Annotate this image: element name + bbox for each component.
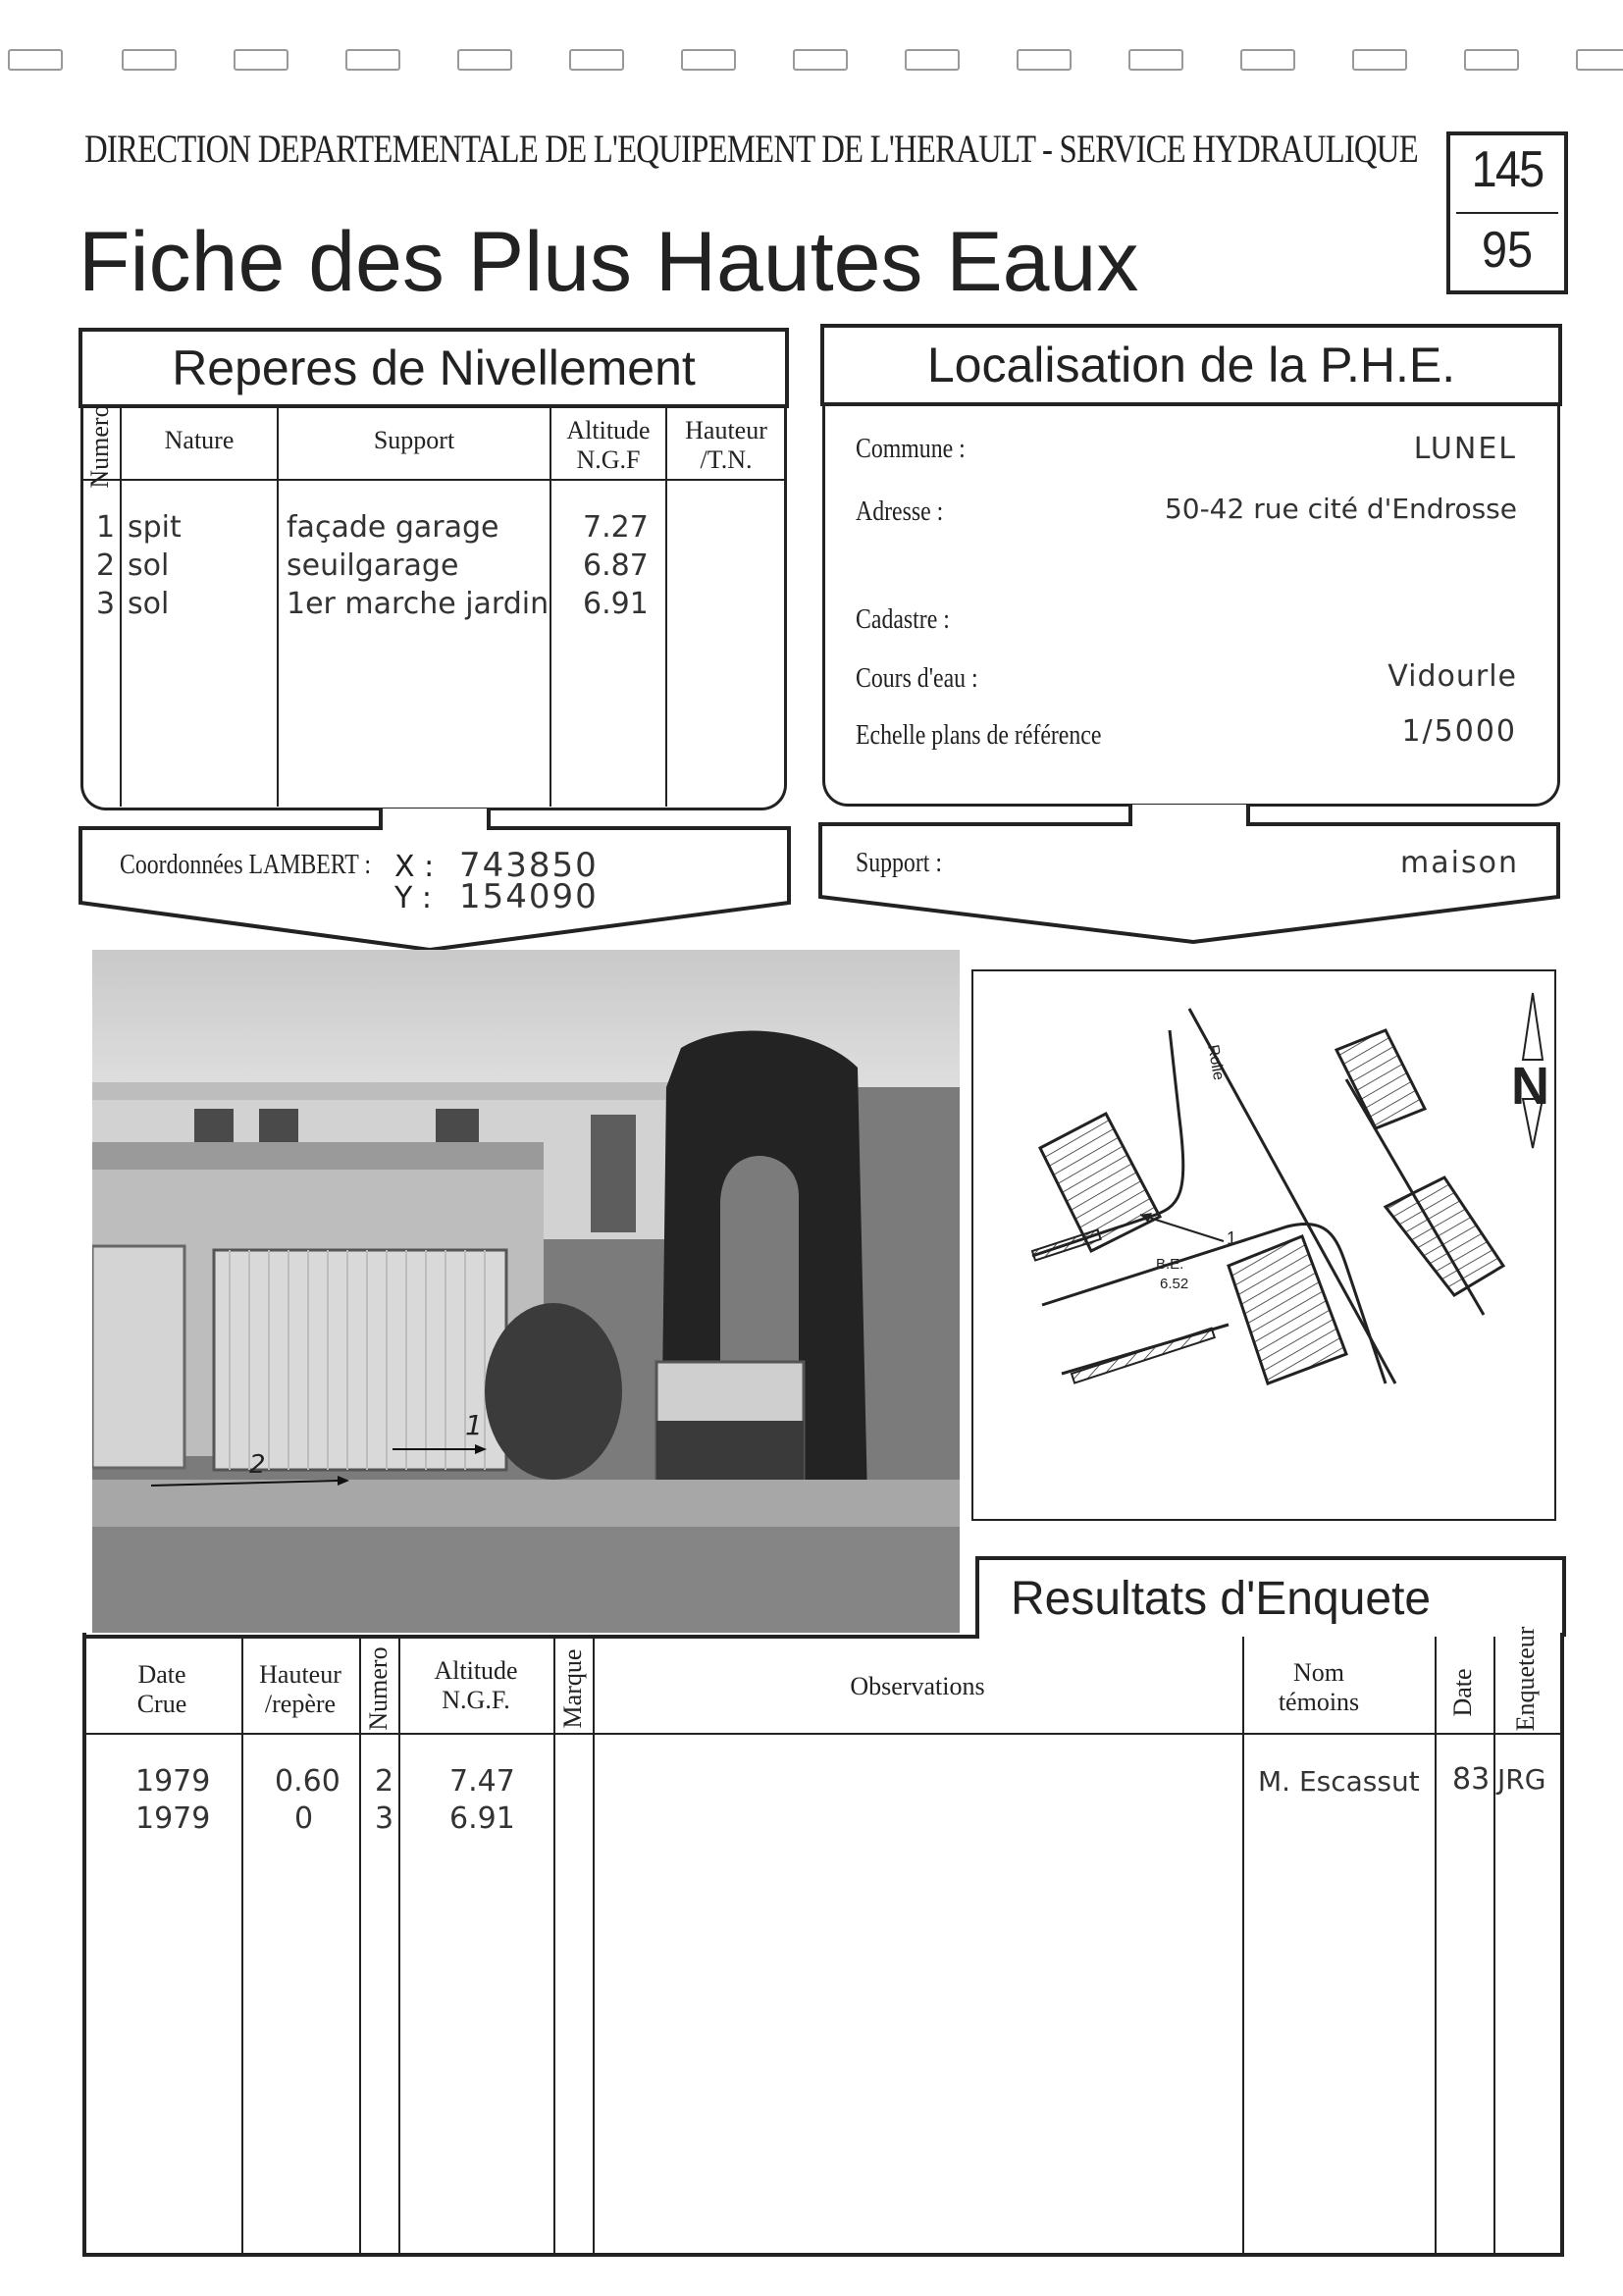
resultats-title: Resultats d'Enquete xyxy=(1011,1573,1432,1625)
adresse-label: Adresse : xyxy=(856,496,944,527)
col-altitude-header: Altitude N.G.F xyxy=(566,416,651,474)
col-numero-header: Numero xyxy=(85,404,114,489)
col-marque-header: Marque xyxy=(558,1648,587,1729)
plan-street-label: Rolle xyxy=(1204,1043,1228,1082)
cours-eau-value: Vidourle xyxy=(1387,659,1517,694)
site-photo xyxy=(92,950,960,1633)
col-nom-temoins-header: Nom témoins xyxy=(1278,1658,1360,1716)
y-value: 154090 xyxy=(459,877,599,916)
agency-heading: DIRECTION DEPARTEMENTALE DE L'EQUIPEMENT DE L'HERAULT - SERVICE HYDRAULIQUE xyxy=(84,127,1418,171)
photo-marker-2: 2 xyxy=(249,1450,266,1480)
reperes-title: Reperes de Nivellement xyxy=(79,328,789,408)
sheet-id-top: 145 xyxy=(1471,141,1544,198)
localisation-title: Localisation de la P.H.E. xyxy=(820,324,1562,406)
sheet-id-bottom: 95 xyxy=(1481,222,1534,279)
col-hauteur-header: Hauteur /T.N. xyxy=(685,416,767,474)
cours-eau-label: Cours d'eau : xyxy=(856,663,978,694)
col-support-header: Support xyxy=(373,426,455,454)
adresse-value: 50-42 rue cité d'Endrosse xyxy=(1164,493,1517,525)
col-altitude-ngf-header: Altitude N.G.F. xyxy=(434,1656,518,1714)
location-plan xyxy=(971,969,1556,1521)
support-value: maison xyxy=(1400,846,1519,880)
col-date-header: Date xyxy=(1448,1668,1477,1717)
commune-label: Commune : xyxy=(856,434,966,464)
col-hauteur-repere-header: Hauteur /repère xyxy=(259,1660,341,1718)
col-numero-result-header: Numero xyxy=(364,1646,393,1731)
cadastre-label: Cadastre : xyxy=(856,604,950,635)
plan-be-value: 6.52 xyxy=(1160,1276,1189,1292)
col-nature-header: Nature xyxy=(164,426,235,454)
photo-marker-1: 1 xyxy=(465,1409,483,1441)
col-enqueteur-header: Enqueteur xyxy=(1511,1626,1540,1732)
coordinates-label: Coordonnées LAMBERT : xyxy=(120,850,371,880)
resultats-table-frame xyxy=(82,1633,1564,2257)
x-value: 743850 xyxy=(459,846,599,885)
y-label: Y : xyxy=(394,881,432,915)
support-label: Support : xyxy=(856,848,942,878)
echelle-label: Echelle plans de référence xyxy=(856,720,1102,751)
sheet-id-box xyxy=(1446,131,1568,294)
plan-be-label: B.E. xyxy=(1156,1256,1184,1273)
north-icon: N xyxy=(1511,1057,1549,1116)
plan-marker: 1 xyxy=(1227,1228,1237,1248)
page-title: Fiche des Plus Hautes Eaux xyxy=(79,215,1139,309)
col-observations-header: Observations xyxy=(850,1672,985,1700)
document-page: DIRECTION DEPARTEMENTALE DE L'EQUIPEMENT DE L'HERAULT - SERVICE HYDRAULIQUE Fiche des Plus Hautes Eaux 145 95 Reperes de Nivellement Numero Nature Support Altitude N.G.F Hauteur /T.N. 1 spit façade garage 7.27 2 sol seuilgarage 6.87 3 sol 1er marche jardin 6.91 Coordonnées LAMBERT : X : 743850 Y : 154090 Localisation de la P.H.E. Commune : LUNEL Adresse : 50-42 rue cité d'Endrosse Cadastre : Cours d'eau : Vidourle Echelle plans de référence 1/5000 Support : maison 1 2 N Rolle 1 B.E. 6.52 Resultats d'Enquete Date Crue Hauteur /repère Numero Altitude N.G.F. Marque Observations Nom témoins Date Enqueteur 1979 0.60 2 7.47 M. Escassut 83 JRG 1979 0 3 6.91 xyxy=(0,0,1623,2296)
coordinates-arrow-box xyxy=(77,805,803,962)
x-label: X : xyxy=(394,850,435,884)
col-date-crue-header: Date Crue xyxy=(136,1660,187,1718)
commune-value: LUNEL xyxy=(1413,432,1517,466)
echelle-value: 1/5000 xyxy=(1401,714,1517,749)
